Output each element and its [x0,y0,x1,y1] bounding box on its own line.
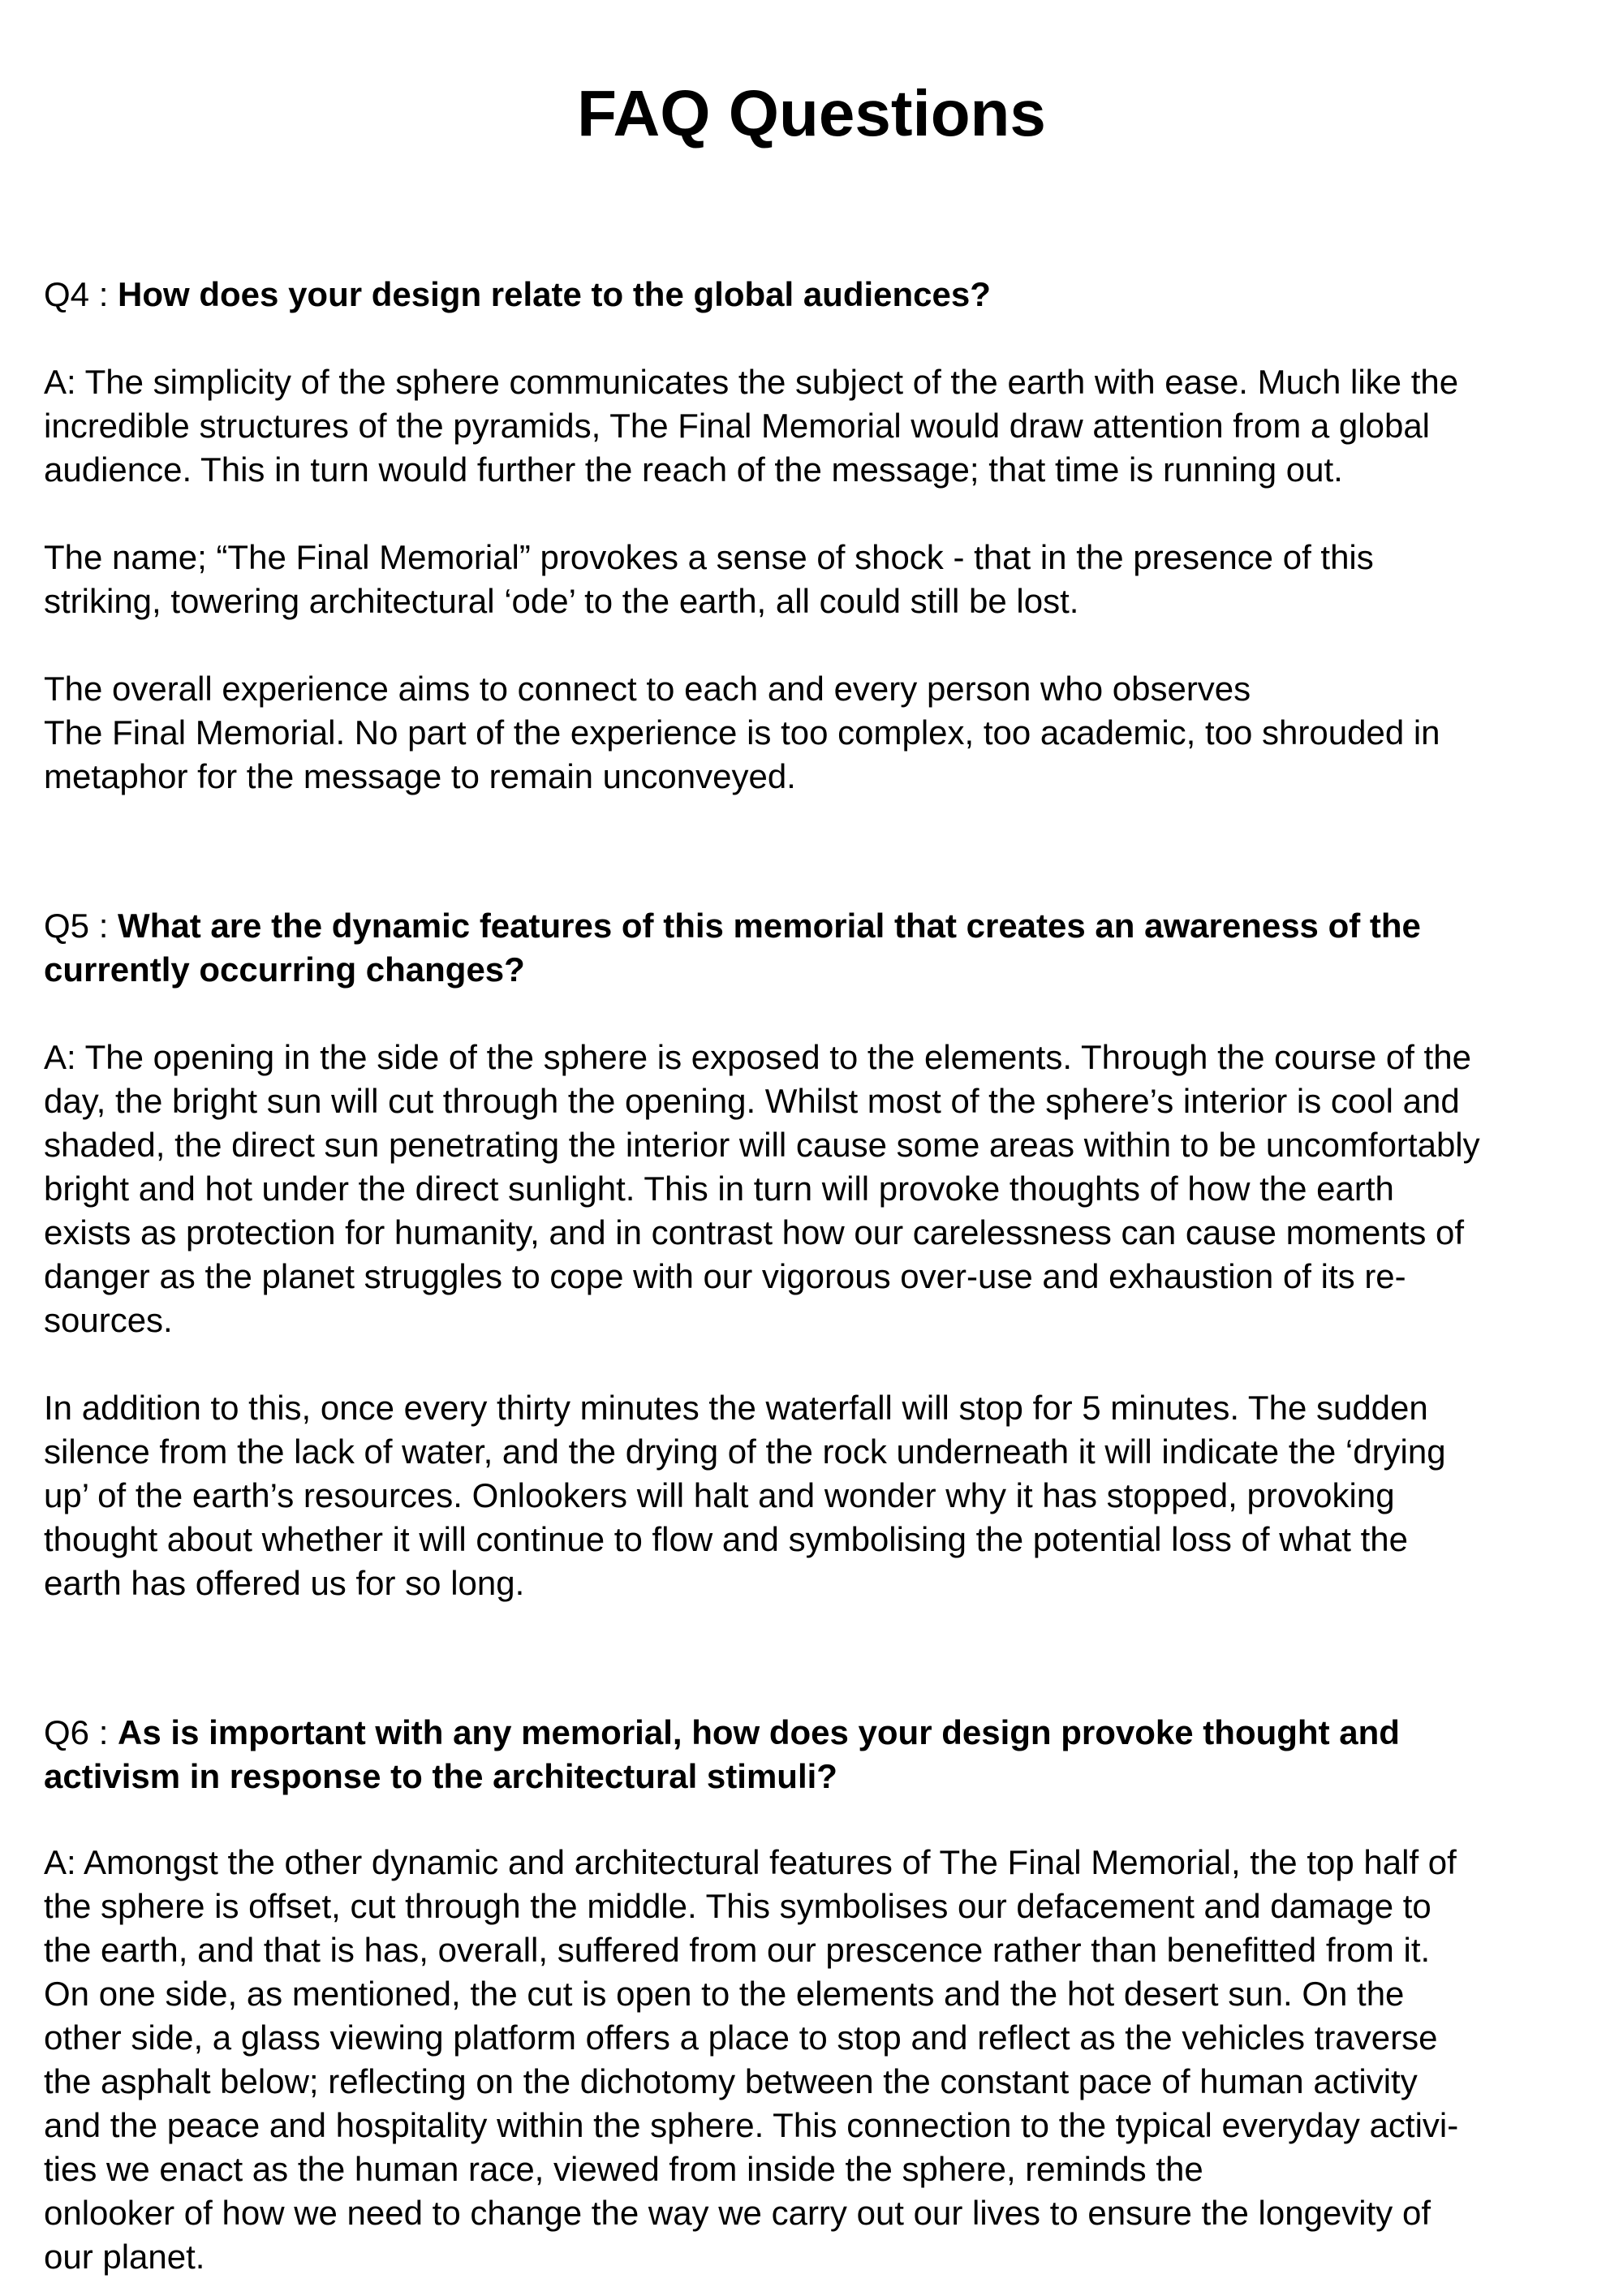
question-text: How does your design relate to the global audiences? [118,275,991,313]
question-number: Q6 : [44,1713,118,1751]
faq-answer-paragraph: The name; “The Final Memorial” provokes a sense of shock - that in the presence of this striking, towering architectural ‘ode’ to the earth, all could still be lost. [44,538,1374,620]
faq-question-q4 [44,273,1586,317]
faq-answer-paragraph: A: The simplicity of the sphere communicates the subject of the earth with ease. Much like the incredible structures of the pyramids, The Final Memorial would draw attention from a global audience. This in turn would further the reach of the message; that time is running out. [44,363,1459,489]
faq-answer-paragraph: A: Amongst the other dynamic and architectural features of The Final Memorial, the top half of the sphere is offset, cut through the middle. This symbolises our defacement and damage to the earth, and that is has, overall, suffered from our prescence rather than benefitted from it. On one side, as mentioned, the cut is open to the elements and the hot desert sun. On the other side, a glass viewing platform offers a place to stop and reflect as the vehicles traverse the asphalt below; reflecting on the dichotomy between the constant pace of human activity and the peace and hospitality within the sphere. This connection to the typical everyday activi- ties we enact as the human race, viewed from inside the sphere, reminds the onlooker of how we need to change the way we carry out our lives to ensure the longevity of our planet. [44,1843,1459,2276]
question-text: As is important with any memorial, how does your design provoke thought and activism in response to the architectural stimuli? [44,1713,1400,1795]
faq-answer-paragraph: The overall experience aims to connect to each and every person who observes The Final Memorial. No part of the experience is too complex, too academic, too shrouded in metaphor for the message to remain unconveyed. [44,670,1440,795]
faq-answer-paragraph: In addition to this, once every thirty minutes the waterfall will stop for 5 minutes. The sudden silence from the lack of water, and the drying of the rock underneath it will indicate the ‘drying up’ of the earth’s resources. Onlookers will halt and wonder why it has stopped, provoking thought about whether it will continue to flow and symbolising the potential loss of what the earth has offered us for so long. [44,1389,1446,1602]
faq-question-q5 [44,904,1586,992]
faq-question-q6 [44,1711,1586,1798]
question-number: Q5 : [44,907,118,945]
question-text: What are the dynamic features of this memorial that creates an awareness of the currently occurring changes? [44,907,1421,989]
faq-answer-paragraph: A: The opening in the side of the sphere is exposed to the elements. Through the course of the day, the bright sun will cut through the opening. Whilst most of the sphere’s interior is cool and shaded, the direct sun penetrating the interior will cause some areas within to be uncomfortably bright and hot under the direct sunlight. This in turn will provoke thoughts of how the earth exists as protection for humanity, and in contrast how our carelessness can cause moments of danger as the planet struggles to cope with our vigorous over-use and exhaustion of its re- sources. [44,1038,1480,1339]
page-title: FAQ Questions [577,77,1046,149]
question-number: Q4 : [44,275,118,313]
